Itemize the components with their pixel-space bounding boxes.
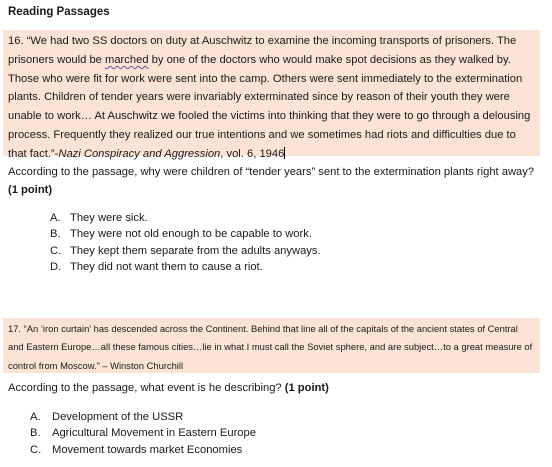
answer-option[interactable] [0, 243, 552, 259]
passage-source-title: Nazi Conspiracy and Aggression [58, 147, 221, 160]
question-16 [8, 164, 538, 199]
answer-option[interactable] [0, 226, 552, 242]
option-text: They were not old enough to be capable to work. [70, 228, 312, 241]
option-letter: B. [30, 427, 41, 440]
answer-options-16 [0, 210, 552, 276]
option-text: Development of the USSR [52, 411, 184, 423]
text-cursor [284, 147, 285, 159]
section-heading: Reading Passages [8, 6, 110, 18]
answer-option[interactable] [0, 210, 552, 226]
option-letter: A. [30, 411, 41, 423]
option-letter: C. [50, 244, 62, 257]
spellcheck-flagged-word[interactable]: marched [105, 53, 149, 66]
question-text: According to the passage, why were children of “tender years” sent to the extermination plants right away? [8, 166, 535, 178]
question-17 [8, 380, 538, 398]
option-text: They did not want them to cause a riot. [70, 261, 263, 274]
option-text: Agricultural Movement in Eastern Europe [52, 427, 256, 440]
passage-17 [3, 318, 540, 373]
question-points: (1 point) [8, 183, 53, 196]
answer-options-17 [0, 409, 552, 458]
passage-text-rest: by one of the doctors who would make spot decisions as they walked by. Those who were fit for work were sent into the camp. Others were sent immediately to the extermination plants. Children of tender years were invariably exterminated since by reason of their youth they were unable to work… At Auschwitz we fooled the victims into thinking that they were to go through a delousing process. Frequently they realized our true intentions and we sometimes had riots and difficulties due to that fact.”- [8, 53, 531, 160]
passage-citation: , vol. 6, 1946 [220, 147, 285, 160]
passage-text-start: 16. “We had two SS doctors on duty at Auschwitz to examine the incoming transports of prisoners. The prisoners would be [8, 35, 517, 66]
option-letter: A. [50, 212, 61, 224]
answer-option[interactable] [0, 409, 552, 425]
option-letter: B. [50, 228, 61, 241]
question-text: According to the passage, what event is he describing? [8, 382, 285, 394]
answer-option[interactable] [0, 442, 552, 458]
passage-16 [3, 30, 540, 160]
option-text: They kept them separate from the adults anyways. [70, 244, 321, 257]
passage-text: 17. “An ‘iron curtain’ has descended across the Continent. Behind that line all of the capitals of the ancient states of Central and Eastern Europe…all these famous cities…lie in what I must call the Soviet sphere, and are subject…to a great measure of control from Moscow.” – Winston Churchill [8, 323, 533, 371]
answer-option[interactable] [0, 425, 552, 441]
answer-option[interactable] [0, 259, 552, 275]
option-text: They were sick. [70, 212, 148, 224]
option-letter: D. [50, 261, 62, 274]
option-letter: C. [30, 443, 42, 456]
option-text: Movement towards market Economies [52, 443, 243, 456]
question-points: (1 point) [284, 382, 329, 394]
